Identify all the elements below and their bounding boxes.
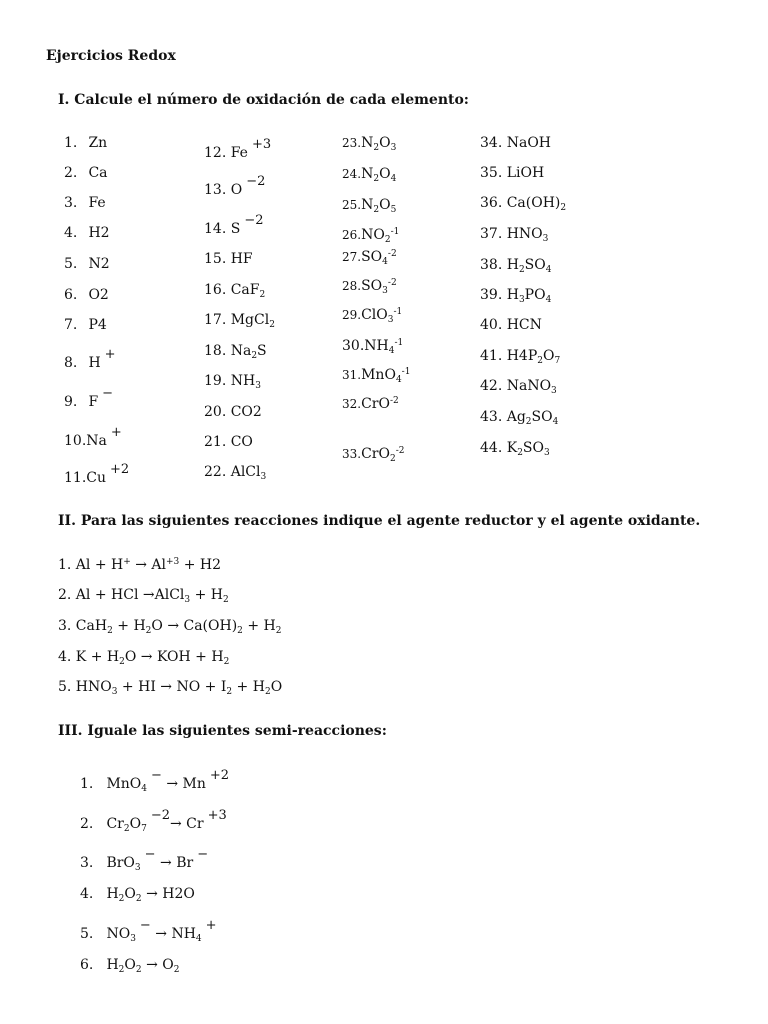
item-9: 9. F− [64, 386, 114, 410]
item-27: $27.SO_4^{-2}$ [342, 249, 397, 267]
half-reaction-5: 5. $NO_3- \to NH_4+$ [80, 918, 217, 944]
item-19: 19. $NH_3$ [204, 373, 261, 391]
item-34: 34. NaOH [480, 135, 551, 151]
item-24: $24.N_2O_4$ [342, 166, 397, 184]
item-10: 10.Na+ [64, 425, 122, 449]
item-44: 44. $K_2SO_3$ [480, 440, 550, 458]
item-23: $23.N_2O_3$ [342, 135, 397, 153]
item-15: 15. HF [204, 251, 253, 267]
reaction-2: 2. Al + HCl →AlCl$_3$ + $H_2$ [58, 587, 229, 605]
section-1-heading: I. Calcule el número de oxidación de cada elemento: [58, 92, 469, 108]
item-22: 22. AlCl$_3$ [204, 464, 267, 482]
item-28: $28.SO_3^{-2}$ [342, 278, 397, 296]
item-30: $30.NH_4^{-1}$ [342, 338, 404, 356]
item-5: 5. N2 [64, 256, 110, 272]
item-3: 3. Fe [64, 195, 106, 211]
item-25: $25.N_2O_5$ [342, 197, 397, 215]
item-21: 21. CO [204, 434, 253, 450]
reaction-1: 1. $Al + H^+ \to Al^{+3} + H2$ [58, 557, 222, 573]
half-reaction-4: 4. $H_2O_2 \to H2O$ [80, 886, 195, 904]
item-39: 39. $H_3PO_4$ [480, 287, 552, 305]
item-18: 18. $Na_2S$ [204, 343, 267, 361]
item-42: 42. NaNO$_3$ [480, 378, 557, 396]
reaction-3: 3. $CaH_2 + H_2O \to Ca(OH)_2 + H_2$ [58, 618, 282, 636]
item-20: 20. CO2 [204, 404, 262, 420]
item-33: 33.CrO$_2^{-2}$ [342, 446, 405, 464]
item-7: 7. P4 [64, 317, 107, 333]
half-reaction-1: 1. MnO$_4$− → Mn+2 [80, 768, 230, 794]
item-36: 36. $Ca(OH)_2$ [480, 195, 567, 213]
item-16: 16. CaF$_2$ [204, 282, 266, 300]
half-reaction-6: 6. $H_2O_2 \to O_2$ [80, 957, 180, 975]
item-37: 37. $HNO_3$ [480, 226, 549, 244]
item-29: 29.ClO$_3^{-1}$ [342, 307, 403, 325]
item-11: 11.Cu+2 [64, 462, 130, 486]
section-3-heading: III. Iguale las siguientes semi-reacciones: [58, 723, 387, 739]
item-32: 32.CrO$^{-2}$ [342, 396, 399, 412]
item-2: 2. Ca [64, 165, 108, 181]
item-8: 8. H+ [64, 347, 116, 371]
section-2-heading: II. Para las siguientes reacciones indique el agente reductor y el agente oxidante. [58, 513, 701, 529]
half-reaction-2: 2. $Cr_2O_7-2\to Cr+3$ [80, 808, 227, 834]
item-31: 31.MnO$_4^{-1}$ [342, 367, 411, 385]
item-12: 12. Fe+3 [204, 137, 272, 161]
item-17: 17. MgCl$_2$ [204, 312, 275, 330]
item-1: 1. Zn [64, 135, 108, 151]
item-41: 41. $H4P_2O_7$ [480, 348, 561, 366]
item-43: 43. $Ag_2SO_4$ [480, 409, 559, 427]
item-40: 40. HCN [480, 317, 542, 333]
half-reaction-3: 3. BrO$_3$− → Br− [80, 847, 209, 873]
item-14: 14. S−2 [204, 213, 264, 237]
item-13: 13. O−2 [204, 174, 266, 198]
item-38: 38. $H_2SO_4$ [480, 257, 552, 275]
item-35: 35. LiOH [480, 165, 545, 181]
item-26: $26.NO_2^{-1}$ [342, 227, 400, 245]
item-6: 6. O2 [64, 287, 109, 303]
document-title: Ejercicios Redox [46, 48, 176, 64]
reaction-5: 5. $HNO_3$ + HI → NO + $I_2 + H_2O$ [58, 679, 283, 697]
item-4: 4. H2 [64, 225, 110, 241]
reaction-4: 4. $K + H_2O$ → KOH + $H_2$ [58, 649, 230, 667]
